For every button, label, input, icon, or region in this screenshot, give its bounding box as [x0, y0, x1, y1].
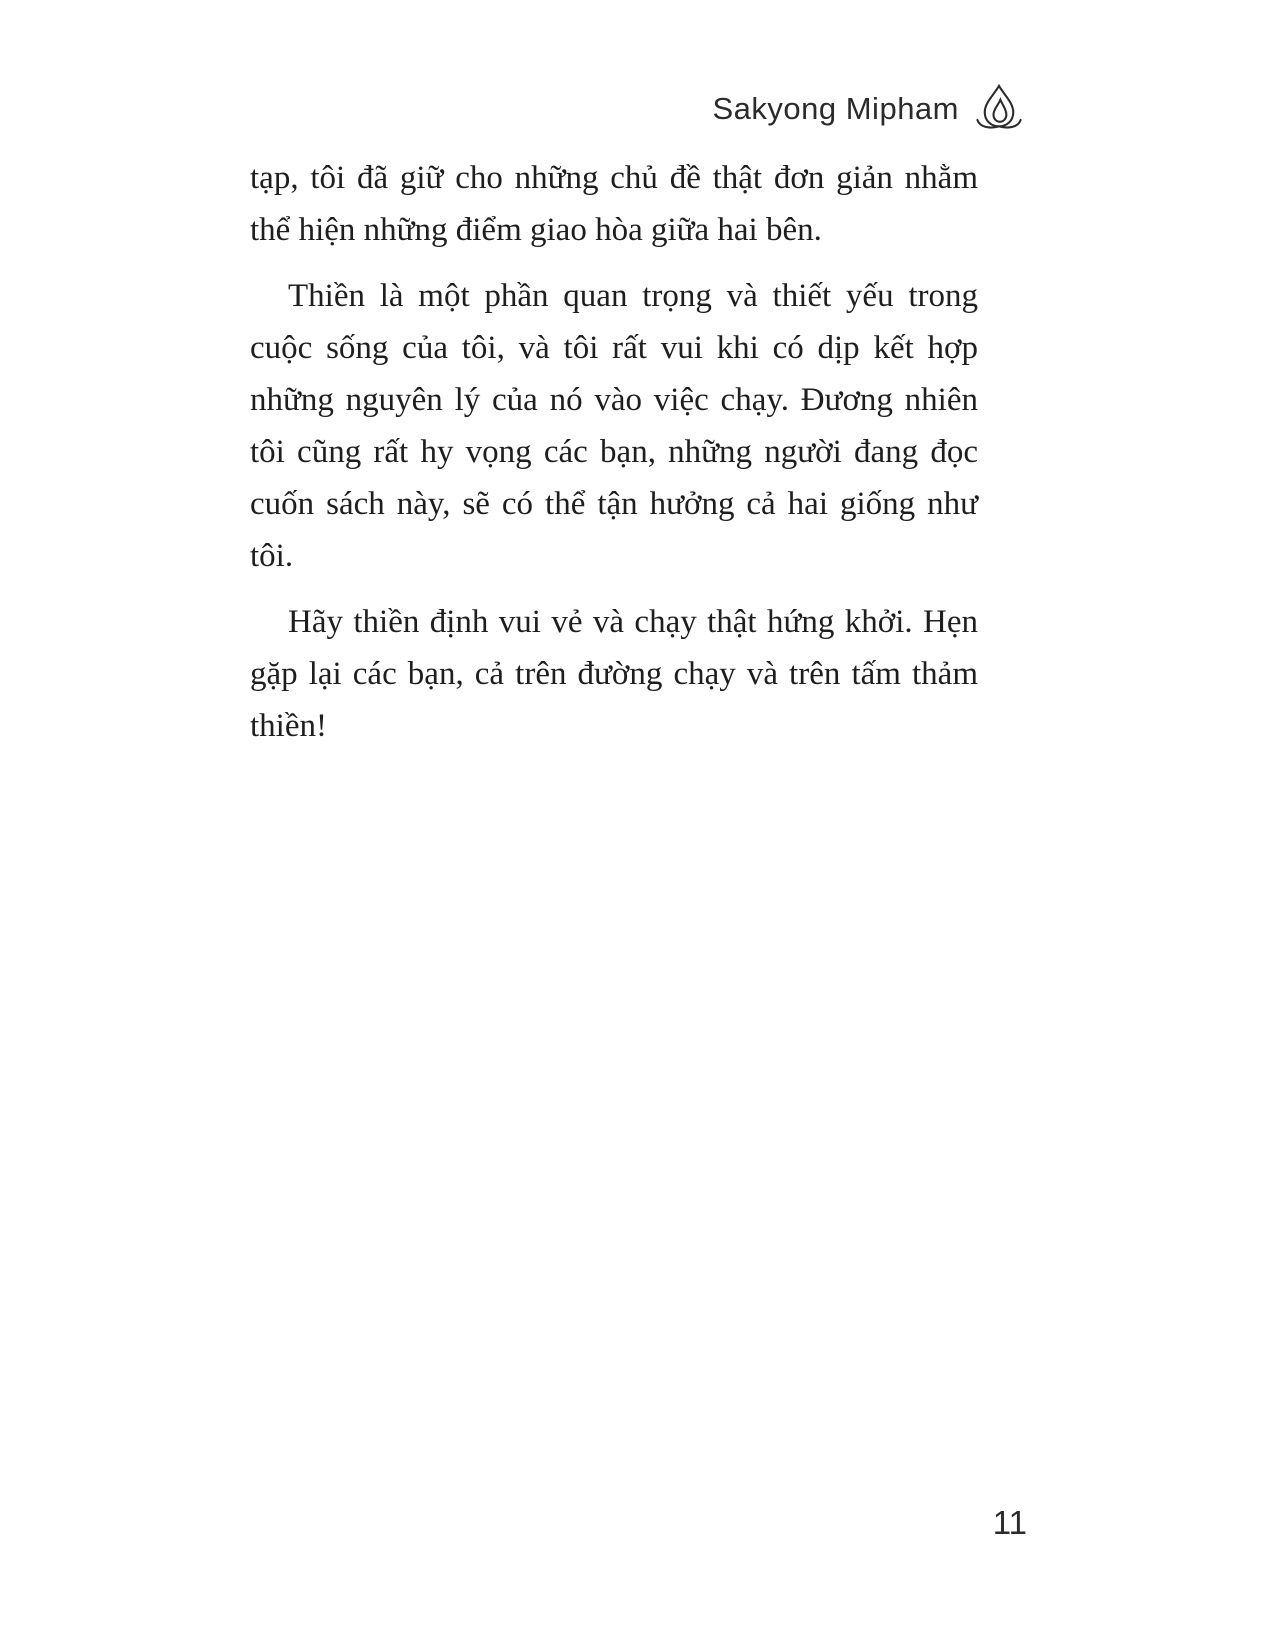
lotus-drop-icon	[976, 82, 1022, 134]
body-paragraph: tạp, tôi đã giữ cho những chủ đề thật đơn giản nhằm thể hiện những điểm giao hòa giữa hai bên.	[250, 160, 978, 248]
body-paragraph: Thiền là một phần quan trọng và thiết yếu trong cuộc sống của tôi, và tôi rất vui khi có dịp kết hợp những nguyên lý của nó vào việc chạy. Đương nhiên tôi cũng rất hy vọng các bạn, những người đang đọc cuốn sách này, sẽ có thể tận hưởng cả hai giống như tôi.	[250, 278, 978, 574]
running-header	[712, 82, 1022, 134]
page-body	[250, 152, 978, 766]
running-header-author: Sakyong Mipham	[712, 90, 959, 126]
body-paragraph: Hãy thiền định vui vẻ và chạy thật hứng khởi. Hẹn gặp lại các bạn, cả trên đường chạy và trên tấm thảm thiền!	[250, 604, 978, 744]
page-number: 11	[992, 1504, 1027, 1541]
